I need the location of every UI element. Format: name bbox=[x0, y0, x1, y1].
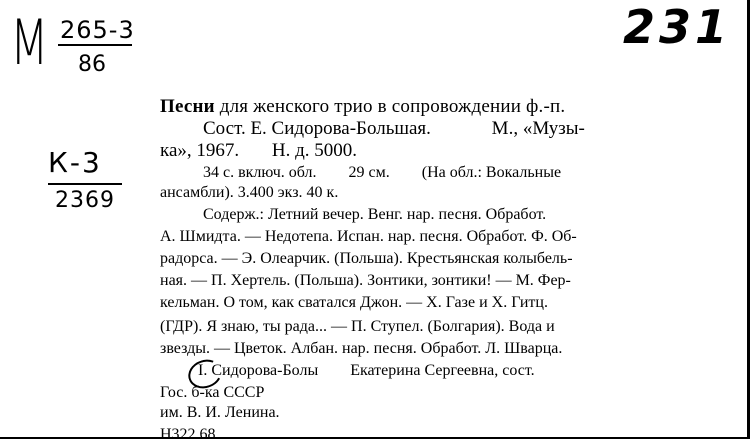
title-line bbox=[160, 96, 565, 118]
tracing-line bbox=[198, 362, 535, 380]
tracing-marker: I. bbox=[198, 362, 208, 379]
contents-line: ная. — П. Хертель. (Польша). Зонтики, зонтики! — М. Фер- bbox=[160, 272, 571, 289]
shelf-code-bottom: 86 bbox=[78, 52, 106, 77]
contents-line: Содерж.: Летний вечер. Венг. нар. песня. Обработ. bbox=[203, 206, 547, 223]
library-line: Гос. б-ка СССР bbox=[160, 384, 265, 401]
contents-line: кельман. О том, как сватался Джон. — Х. Газе и Х. Гитц. bbox=[160, 294, 548, 311]
k-code-divider bbox=[48, 183, 122, 185]
year-text: ка», 1967. bbox=[160, 140, 240, 161]
k-number: 2369 bbox=[55, 188, 115, 213]
size-text: 29 см. bbox=[348, 164, 390, 181]
price-text: Н. д. 5000. bbox=[271, 140, 358, 161]
compiler-line bbox=[203, 118, 585, 140]
library-code: Н322 68 bbox=[160, 426, 216, 443]
contents-line: А. Шмидта. — Недотепа. Испан. нар. песня. Обработ. Ф. Об- bbox=[160, 228, 577, 245]
series-note: (На обл.: Вокальные bbox=[421, 164, 562, 181]
tracing-name: Сидорова-Болы bbox=[211, 362, 319, 379]
publisher-text: М., «Музы- bbox=[491, 118, 585, 139]
contents-line: (ГДР). Я знаю, ты рада... — П. Ступел. (Болгария). Вода и bbox=[160, 318, 555, 335]
tracing-rest: Екатерина Сергеевна, сост. bbox=[350, 362, 535, 379]
library-line: им. В. И. Ленина. bbox=[160, 404, 280, 421]
shelf-letter: M bbox=[10, 6, 46, 79]
compiler-text: Сост. Е. Сидорова-Большая. bbox=[203, 118, 431, 139]
edition-line: ансамбли). 3.400 экз. 40 к. bbox=[160, 184, 339, 201]
contents-line: звезды. — Цветок. Албан. нар. песня. Обработ. Л. Шварца. bbox=[160, 340, 563, 357]
publisher-line bbox=[160, 140, 357, 162]
title-rest: для женского трио в сопровождении ф.-п. bbox=[219, 96, 566, 117]
title-word: Песни bbox=[160, 96, 215, 117]
shelf-code-divider bbox=[58, 44, 132, 46]
k-code: К-3 bbox=[48, 146, 102, 179]
card-number: 231 bbox=[622, 0, 731, 54]
pages-text: 34 с. включ. обл. bbox=[203, 164, 317, 181]
physical-line bbox=[203, 164, 561, 182]
shelf-code-top: 265-3 bbox=[60, 16, 135, 44]
contents-line: радорса. — Э. Олеарчик. (Польша). Крестьянская колыбель- bbox=[160, 250, 573, 267]
